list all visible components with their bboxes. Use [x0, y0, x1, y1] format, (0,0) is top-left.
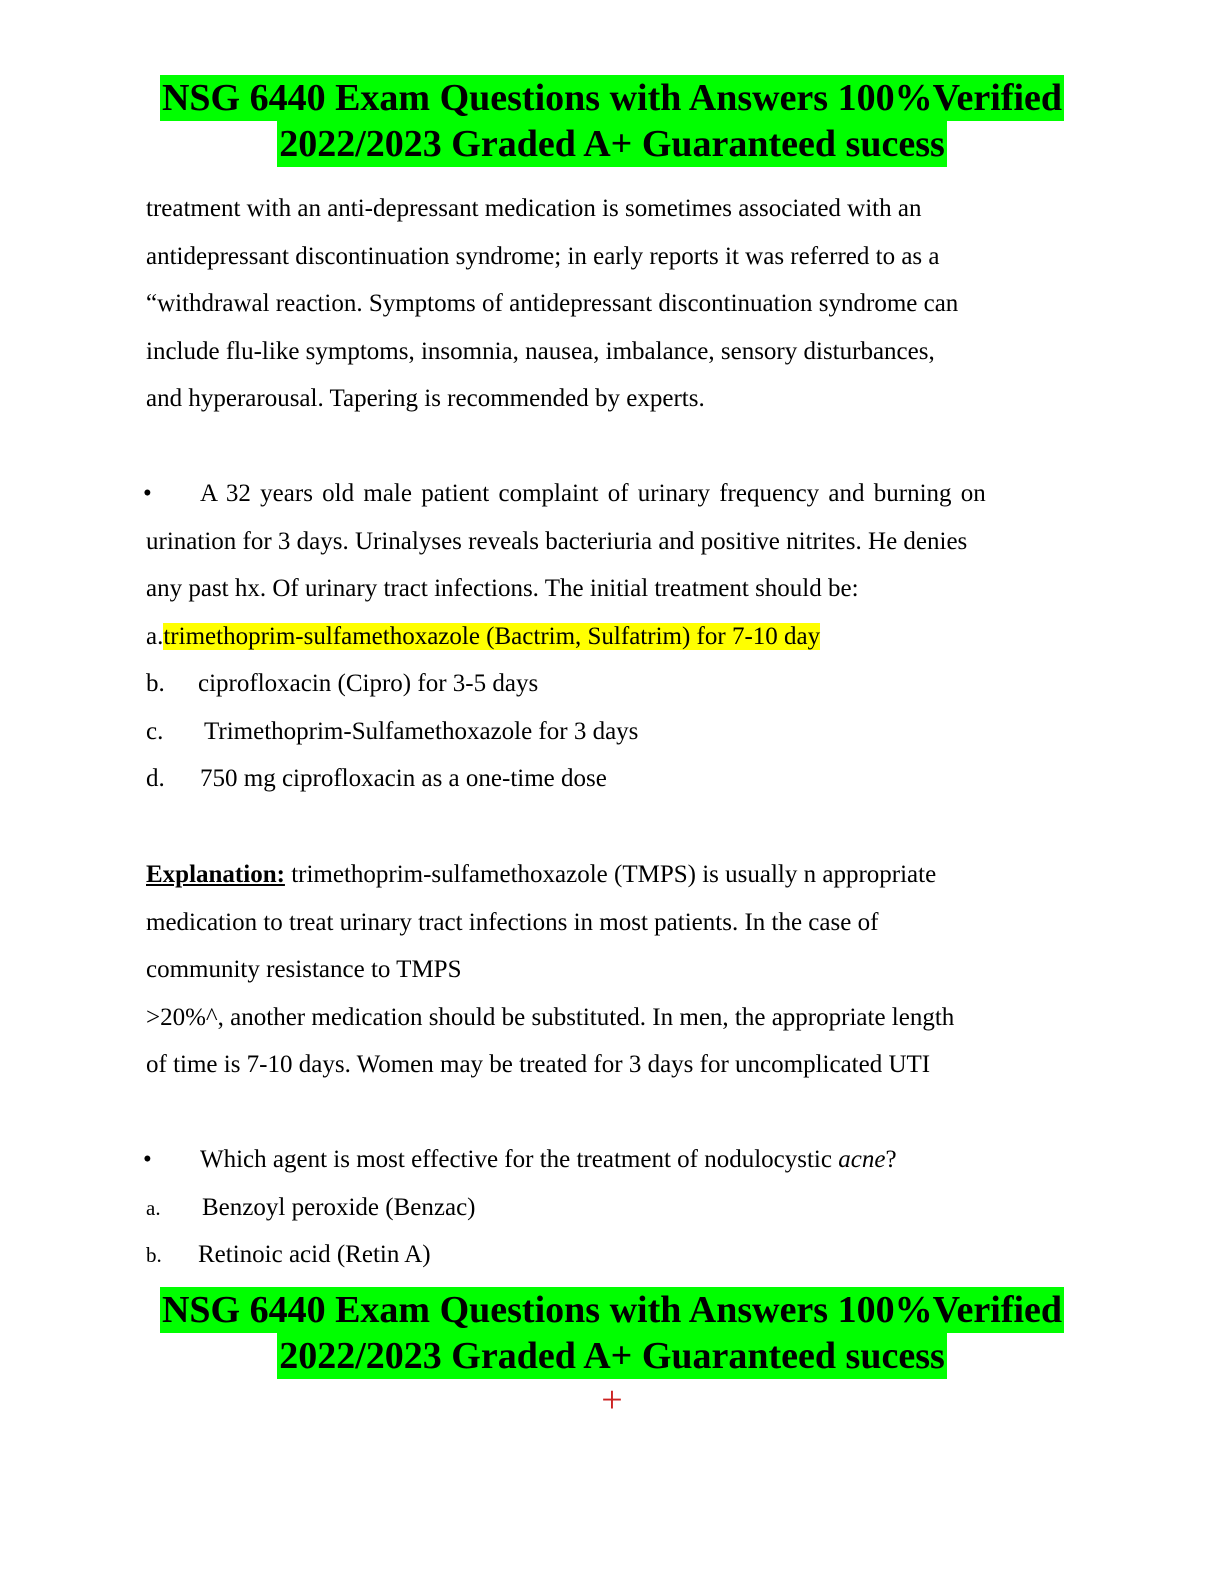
option-text: Benzoyl peroxide (Benzac) — [202, 1193, 476, 1221]
explanation-text: community resistance to TMPS — [146, 956, 462, 983]
footer-line-2: 2022/2023 Graded A+ Guaranteed sucess — [279, 1335, 945, 1377]
intro-paragraph — [146, 185, 958, 423]
intro-line: treatment with an anti-depressant medication is sometimes associated with an — [146, 195, 922, 222]
option-text: Trimethoprim-Sulfamethoxazole for 3 days — [204, 717, 639, 745]
header-title — [0, 75, 1224, 167]
option-label: a. — [146, 622, 164, 650]
option-text: Retinoic acid (Retin A) — [198, 1241, 431, 1268]
question-2 — [143, 1136, 897, 1279]
option-text: ciprofloxacin (Cipro) for 3-5 days — [198, 670, 539, 697]
intro-line: and hyperarousal. Tapering is recommended by experts. — [146, 385, 705, 412]
explanation-text: >20%^, another medication should be substituted. In men, the appropriate length — [146, 1003, 955, 1031]
header-line-2: 2022/2023 Graded A+ Guaranteed sucess — [279, 123, 945, 165]
footer-line-1: NSG 6440 Exam Questions with Answers 100%Verified — [161, 1289, 1063, 1331]
intro-line: include flu-like symptoms, insomnia, nausea, imbalance, sensory disturbances, — [146, 337, 935, 365]
option-label: b. — [146, 670, 165, 697]
option-d — [146, 755, 967, 803]
explanation-text: medication to treat urinary tract infections in most patients. In the case of — [146, 908, 879, 936]
option-c — [146, 708, 967, 756]
option-label: d. — [146, 765, 165, 792]
explanation-text: trimethoprim-sulfamethoxazole (TMPS) is usually n appropriate — [284, 861, 937, 888]
plus-icon: + — [601, 1379, 623, 1421]
question-1-stem: any past hx. Of urinary tract infections. The initial treatment should be: — [146, 575, 859, 602]
bullet-icon: • — [143, 1146, 152, 1173]
option-b — [146, 1231, 431, 1279]
option-label: c. — [146, 717, 164, 745]
question-1-stem: A 32 years old male patient complaint of urinary frequency and burning on — [200, 480, 986, 507]
option-label: b. — [146, 1243, 162, 1267]
option-a — [146, 1184, 476, 1232]
explanation — [146, 851, 954, 1089]
answer-highlight: trimethoprim-sulfamethoxazole (Bactrim, Sulfatrim) for 7-10 day — [163, 622, 821, 650]
option-text: 750 mg ciprofloxacin as a one-time dose — [200, 765, 607, 792]
question-1-stem: urination for 3 days. Urinalyses reveals bacteriuria and positive nitrites. He denies — [146, 527, 968, 555]
question-2-stem: Which agent is most effective for the treatment of nodulocystic acne? — [200, 1146, 897, 1173]
footer-title — [0, 1287, 1224, 1379]
option-a — [146, 613, 967, 661]
question-1 — [143, 470, 986, 803]
explanation-label: Explanation: — [146, 861, 285, 888]
header-line-1: NSG 6440 Exam Questions with Answers 100%Verified — [161, 77, 1063, 119]
intro-line: “withdrawal reaction. Symptoms of antidepressant discontinuation syndrome can — [146, 290, 959, 317]
bullet-icon: • — [143, 480, 152, 507]
explanation-text: of time is 7-10 days. Women may be treated for 3 days for uncomplicated UTI — [146, 1051, 931, 1078]
intro-line: antidepressant discontinuation syndrome; in early reports it was referred to as a — [146, 242, 940, 270]
option-b — [146, 660, 967, 708]
option-label: a. — [146, 1195, 161, 1220]
